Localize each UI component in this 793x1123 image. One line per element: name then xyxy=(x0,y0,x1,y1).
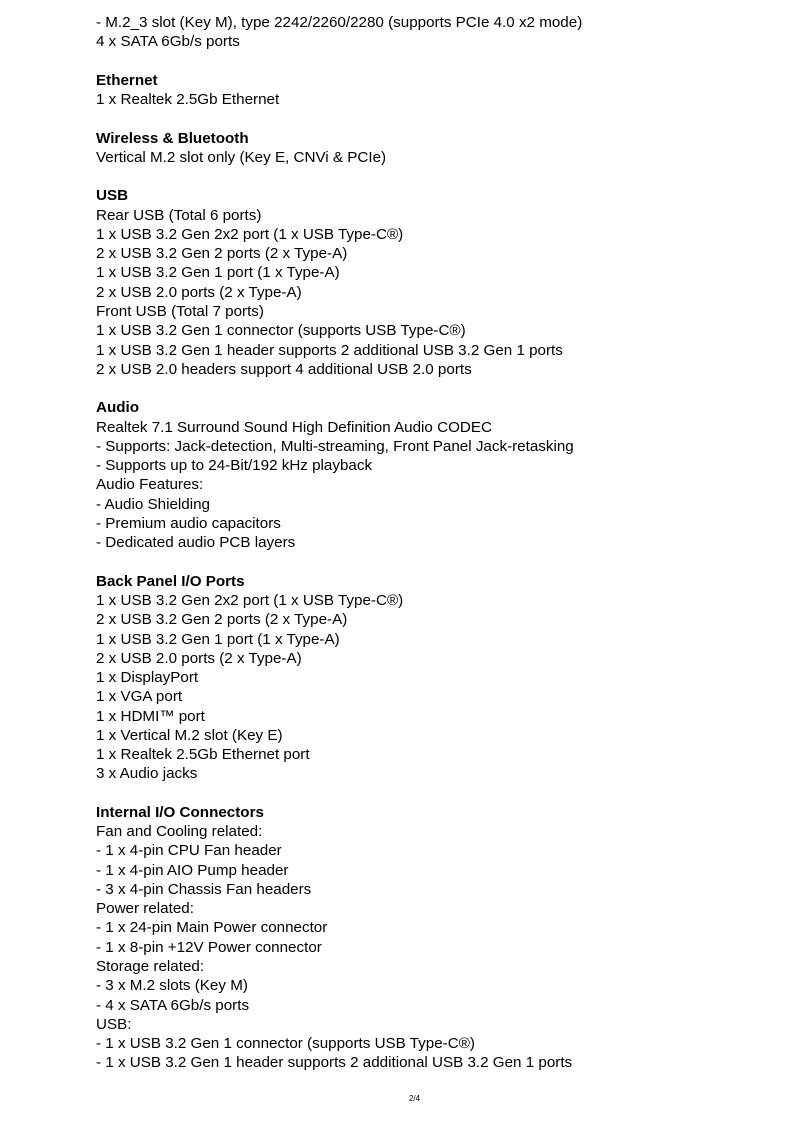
spec-line: Storage related: xyxy=(96,958,205,976)
section-heading: Internal I/O Connectors xyxy=(96,803,264,821)
spec-line: 1 x VGA port xyxy=(96,688,183,706)
section-back-panel-io-ports xyxy=(96,572,756,784)
section-heading: Ethernet xyxy=(96,71,158,89)
spec-line: - Supports: Jack-detection, Multi-streaming, Front Panel Jack-retasking xyxy=(96,437,574,455)
spec-line: Fan and Cooling related: xyxy=(96,823,263,841)
spec-line: - Audio Shielding xyxy=(96,495,210,513)
section-gap xyxy=(96,784,756,803)
section-audio xyxy=(96,398,756,552)
section-heading: USB xyxy=(96,187,129,205)
spec-line: 2 x USB 2.0 ports (2 x Type-A) xyxy=(96,283,302,301)
spec-line: 2 x USB 3.2 Gen 2 ports (2 x Type-A) xyxy=(96,245,348,263)
spec-line: - 1 x USB 3.2 Gen 1 header supports 2 additional USB 3.2 Gen 1 ports xyxy=(96,1054,573,1072)
spec-line: 1 x USB 3.2 Gen 1 port (1 x Type-A) xyxy=(96,630,340,648)
spec-line: Power related: xyxy=(96,900,194,918)
spec-line: 3 x Audio jacks xyxy=(96,765,198,783)
section-gap xyxy=(96,379,756,398)
spec-line: - Premium audio capacitors xyxy=(96,514,281,532)
spec-line: 1 x Realtek 2.5Gb Ethernet port xyxy=(96,746,310,764)
spec-line: Audio Features: xyxy=(96,476,204,494)
section-wireless-bluetooth xyxy=(96,129,756,168)
spec-line: - 1 x 24-pin Main Power connector xyxy=(96,919,328,937)
section-ethernet xyxy=(96,71,756,110)
section-heading: Wireless & Bluetooth xyxy=(96,129,249,147)
spec-document xyxy=(96,13,756,1073)
spec-line: 1 x USB 3.2 Gen 2x2 port (1 x USB Type-C®) xyxy=(96,591,404,609)
spec-line: 1 x USB 3.2 Gen 1 connector (supports USB Type-C®) xyxy=(96,322,466,340)
section-heading: Back Panel I/O Ports xyxy=(96,572,245,590)
spec-line: 1 x USB 3.2 Gen 2x2 port (1 x USB Type-C®) xyxy=(96,225,404,243)
spec-line: Vertical M.2 slot only (Key E, CNVi & PCIe) xyxy=(96,148,387,166)
section-internal-io-connectors xyxy=(96,803,756,1073)
spec-line: 1 x Realtek 2.5Gb Ethernet xyxy=(96,91,280,109)
section-gap xyxy=(96,52,756,71)
spec-line: 2 x USB 2.0 headers support 4 additional USB 2.0 ports xyxy=(96,360,472,378)
section-gap xyxy=(96,552,756,571)
spec-line: 1 x HDMI™ port xyxy=(96,707,205,725)
spec-line: - 4 x SATA 6Gb/s ports xyxy=(96,996,250,1014)
spec-line: USB: xyxy=(96,1015,132,1033)
spec-line: - 1 x 4-pin CPU Fan header xyxy=(96,842,282,860)
spec-line: Rear USB (Total 6 ports) xyxy=(96,206,262,224)
spec-line: 2 x USB 3.2 Gen 2 ports (2 x Type-A) xyxy=(96,611,348,629)
section-heading: Audio xyxy=(96,399,140,417)
spec-line: 1 x DisplayPort xyxy=(96,669,199,687)
spec-line: - 3 x 4-pin Chassis Fan headers xyxy=(96,880,312,898)
spec-line: Front USB (Total 7 ports) xyxy=(96,302,264,320)
section-gap xyxy=(96,109,756,128)
page-number: 2/4 xyxy=(408,1094,421,1103)
spec-line: 4 x SATA 6Gb/s ports xyxy=(96,33,240,51)
section-usb xyxy=(96,186,756,379)
section-gap xyxy=(96,167,756,186)
spec-line: 1 x USB 3.2 Gen 1 port (1 x Type-A) xyxy=(96,264,340,282)
spec-line: Realtek 7.1 Surround Sound High Definition Audio CODEC xyxy=(96,418,492,436)
spec-line: - M.2_3 slot (Key M), type 2242/2260/2280 (supports PCIe 4.0 x2 mode) xyxy=(96,14,583,31)
spec-line: 1 x Vertical M.2 slot (Key E) xyxy=(96,726,283,744)
spec-line: 1 x USB 3.2 Gen 1 header supports 2 additional USB 3.2 Gen 1 ports xyxy=(96,341,563,359)
spec-line: - 1 x 8-pin +12V Power connector xyxy=(96,938,322,956)
spec-line: 2 x USB 2.0 ports (2 x Type-A) xyxy=(96,649,302,667)
storage-continuation xyxy=(96,13,756,52)
spec-line: - 1 x 4-pin AIO Pump header xyxy=(96,861,289,879)
spec-line: - 1 x USB 3.2 Gen 1 connector (supports USB Type-C®) xyxy=(96,1035,475,1053)
spec-line: - Dedicated audio PCB layers xyxy=(96,534,296,552)
spec-line: - 3 x M.2 slots (Key M) xyxy=(96,977,248,995)
spec-line: - Supports up to 24-Bit/192 kHz playback xyxy=(96,457,373,475)
